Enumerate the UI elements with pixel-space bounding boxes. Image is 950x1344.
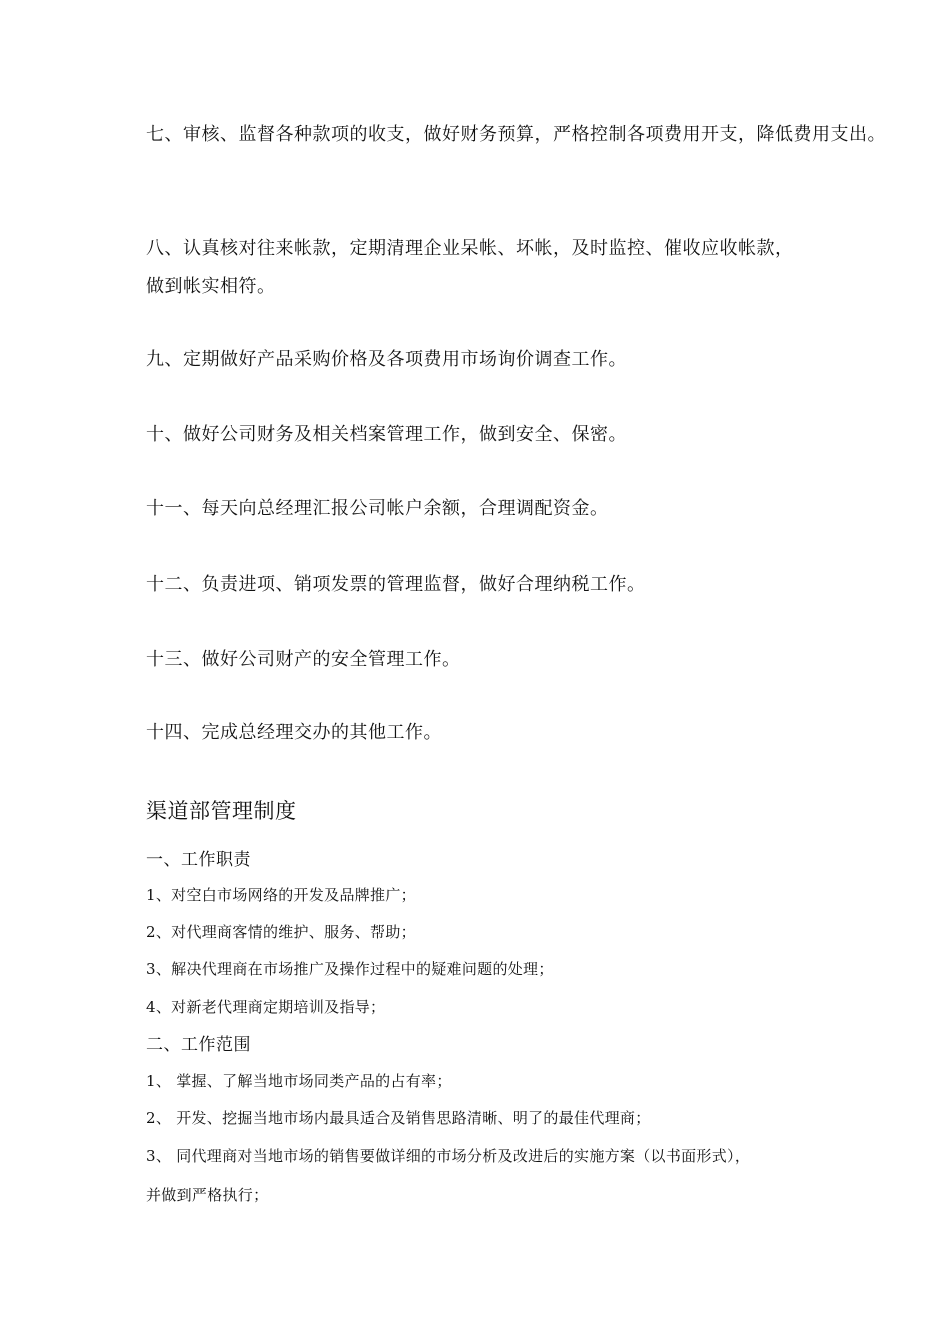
item-10: 十、做好公司财务及相关档案管理工作，做到安全、保密。 bbox=[146, 424, 627, 445]
item-13: 十三、做好公司财产的安全管理工作。 bbox=[146, 649, 461, 670]
scope-heading: 二、工作范围 bbox=[146, 1035, 251, 1055]
item-11: 十一、每天向总经理汇报公司帐户余额，合理调配资金。 bbox=[146, 498, 609, 519]
duties-item-3: 3、解决代理商在市场推广及操作过程中的疑难问题的处理； bbox=[146, 960, 554, 978]
scope-item-3: 3、 同代理商对当地市场的销售要做详细的市场分析及改进后的实施方案（以书面形式）， bbox=[146, 1147, 751, 1165]
item-9: 九、定期做好产品采购价格及各项费用市场询价调查工作。 bbox=[146, 349, 627, 370]
duties-heading: 一、工作职责 bbox=[146, 850, 251, 870]
scope-item-1: 1、 掌握、了解当地市场同类产品的占有率； bbox=[146, 1072, 452, 1090]
scope-item-3-continued: 并做到严格执行； bbox=[146, 1186, 269, 1204]
duties-item-4: 4、对新老代理商定期培训及指导； bbox=[146, 998, 386, 1016]
section-title: 渠道部管理制度 bbox=[146, 799, 297, 823]
duties-item-1: 1、对空白市场网络的开发及品牌推广； bbox=[146, 886, 416, 904]
duties-item-2: 2、对代理商客情的维护、服务、帮助； bbox=[146, 923, 416, 941]
item-12: 十二、负责进项、销项发票的管理监督，做好合理纳税工作。 bbox=[146, 574, 646, 595]
item-7: 七、审核、监督各种款项的收支，做好财务预算，严格控制各项费用开支，降低费用支出。 bbox=[146, 124, 886, 145]
item-14: 十四、完成总经理交办的其他工作。 bbox=[146, 722, 442, 743]
scope-item-2: 2、 开发、挖掘当地市场内最具适合及销售思路清晰、明了的最佳代理商； bbox=[146, 1109, 651, 1127]
item-8-line-1: 八、认真核对往来帐款，定期清理企业呆帐、坏帐，及时监控、催收应收帐款， bbox=[146, 238, 794, 259]
item-8-line-2: 做到帐实相符。 bbox=[146, 276, 276, 297]
